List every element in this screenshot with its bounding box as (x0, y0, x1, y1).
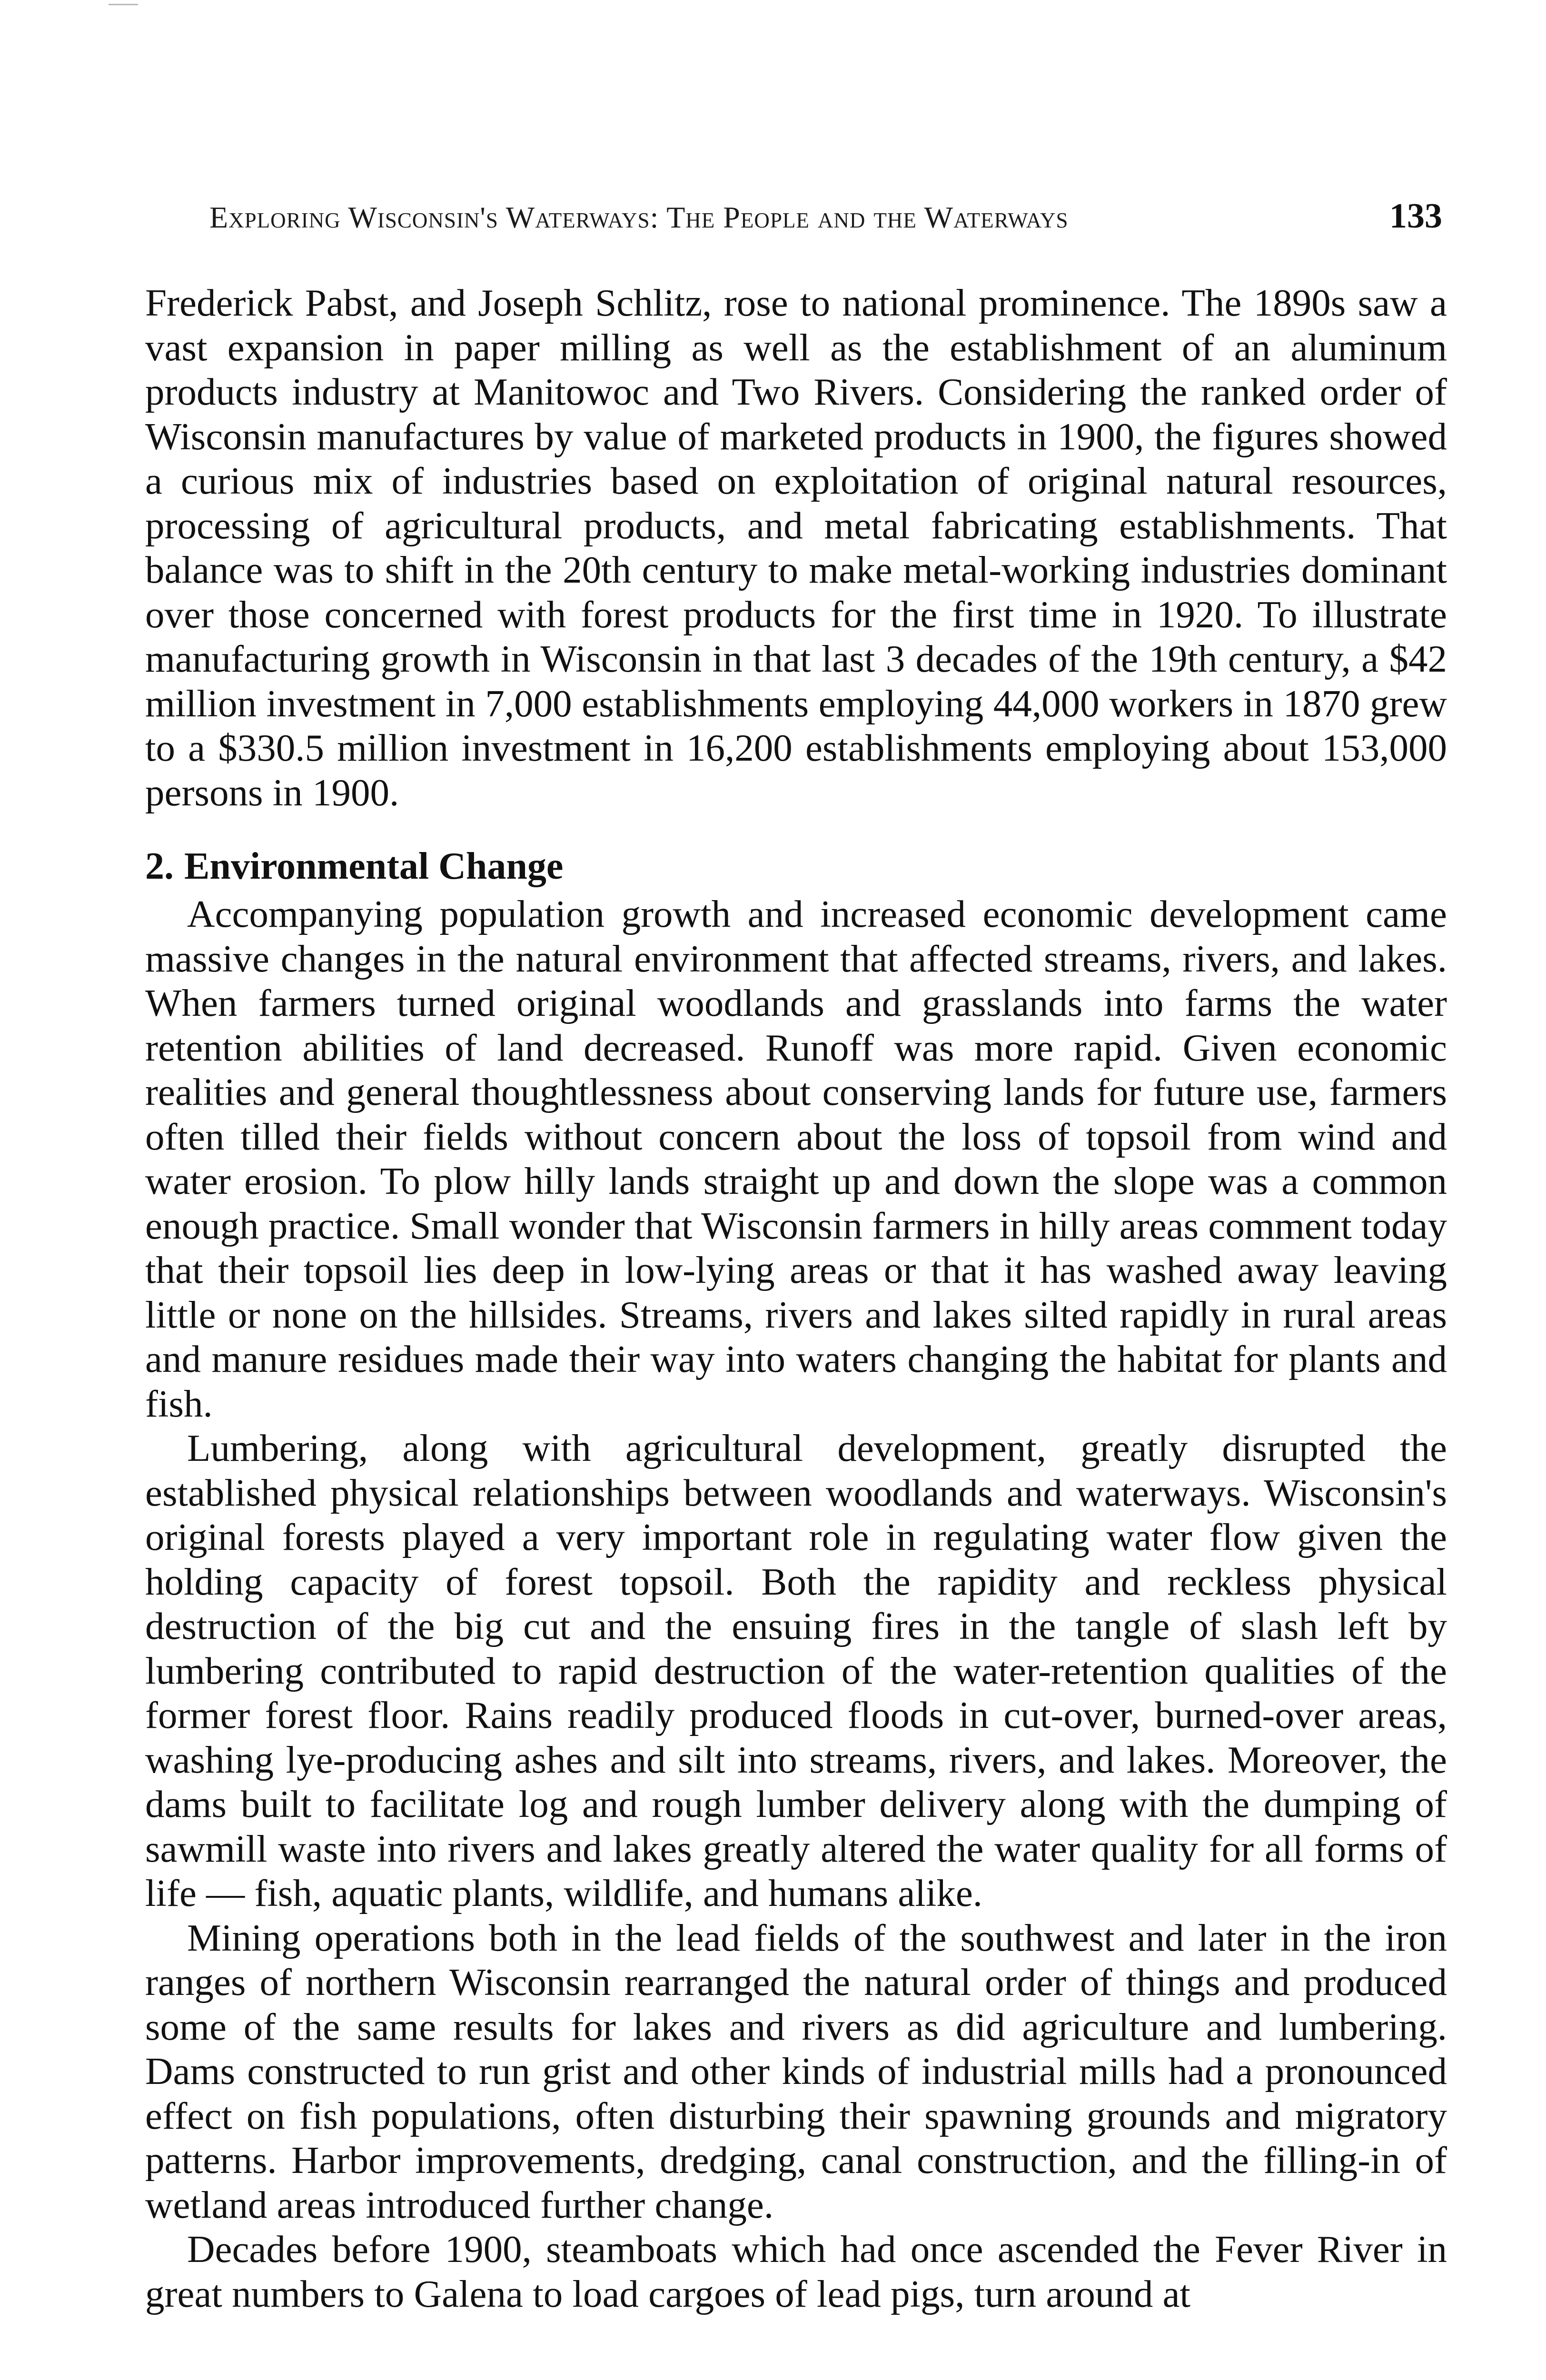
section-title: Environmental Change (184, 845, 564, 887)
paragraph-continuation: Frederick Pabst, and Joseph Schlitz, rose to national prominence. The 1890s saw a vast expansion in paper milling as well as the establishment of an aluminum products industry at Manitowoc and Two Rivers. Considering the ranked order of Wisconsin manufactures by value of marketed products in 1900, the figures showed a curious mix of industries based on exploitation of original natural resources, processing of agricultural products, and metal fabricating establishments. That balance was to shift in the 20th century to make metal-working industries dominant over those concerned with forest products for the first time in 1920. To illustrate manufacturing growth in Wisconsin in that last 3 decades of the 19th century, a $42 million investment in 7,000 establishments employing 44,000 workers in 1870 grew to a $330.5 million investment in 16,200 establishments employing about 153,000 persons in 1900. (145, 281, 1447, 814)
section-number: 2. (145, 845, 174, 887)
paragraph-lumbering: Lumbering, along with agricultural development, greatly disrupted the established physical relationships between woodlands and waterways. Wisconsin's original forests played a very important role in regulating water flow given the holding capacity of forest topsoil. Both the rapidity and reckless physical destruction of the big cut and the ensuing fires in the tangle of slash left by lumbering contributed to rapid destruction of the water-retention qualities of the former forest floor. Rains readily produced floods in cut-over, burned-over areas, washing lye-producing ashes and silt into streams, rivers, and lakes. Moreover, the dams built to facilitate log and rough lumber delivery along with the dumping of sawmill waste into rivers and lakes greatly altered the water quality for all forms of life — fish, aquatic plants, wildlife, and humans alike. (145, 1427, 1447, 1914)
paragraph-mining: Mining operations both in the lead fields of the southwest and later in the iron ranges of northern Wisconsin rearranged the natural order of things and produced some of the same results for lakes and rivers as did agriculture and lumbering. Dams constructed to run grist and other kinds of industrial mills had a pronounced effect on fish populations, often disturbing their spawning grounds and migratory patterns. Harbor improvements, dredging, canal construction, and the filling-in of wetland areas introduced further change. (145, 1916, 1447, 2226)
section-heading (145, 843, 1447, 890)
page-body (145, 281, 1447, 2316)
paragraph-steamboats: Decades before 1900, steamboats which had once ascended the Fever River in great numbers to Galena to load cargoes of lead pigs, turn around at (145, 2228, 1447, 2315)
running-head-title: Exploring Wisconsin's Waterways: The People and the Waterways (209, 200, 1069, 234)
running-head (209, 196, 1442, 253)
paragraph-population-growth: Accompanying population growth and increased economic development came massive changes in the natural environment that affected streams, rivers, and lakes. When farmers turned original woodlands and grasslands into farms the water retention abilities of land decreased. Runoff was more rapid. Given economic realities and general thoughtlessness about conserving lands for future use, farmers often tilled their fields without concern about the loss of topsoil from wind and water erosion. To plow hilly lands straight up and down the slope was a common enough practice. Small wonder that Wisconsin farmers in hilly areas comment today that their topsoil lies deep in low-lying areas or that it has washed away leaving little or none on the hillsides. Streams, rivers and lakes silted rapidly in rural areas and manure residues made their way into waters changing the habitat for plants and fish. (145, 892, 1447, 1425)
page-number: 133 (1389, 197, 1442, 236)
scan-edge-mark (109, 4, 138, 5)
